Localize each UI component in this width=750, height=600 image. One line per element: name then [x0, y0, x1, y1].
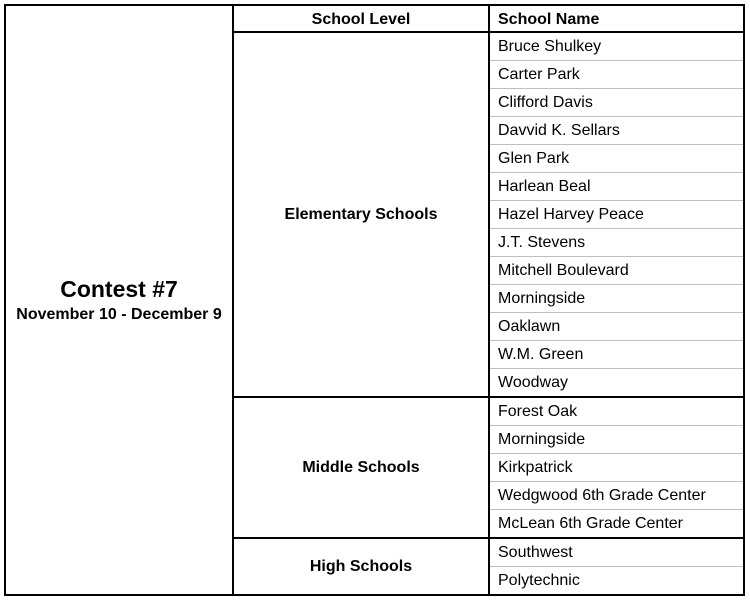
school-name-row: Harlean Beal	[490, 173, 743, 201]
school-name-row: Oaklawn	[490, 313, 743, 341]
level-high-schools: High Schools	[234, 539, 490, 594]
school-name-row: W.M. Green	[490, 341, 743, 369]
school-name-row: Clifford Davis	[490, 89, 743, 117]
header-school-name: School Name	[490, 6, 743, 33]
school-name-row: Bruce Shulkey	[490, 33, 743, 61]
school-name-row: McLean 6th Grade Center	[490, 510, 743, 539]
school-name-row: Morningside	[490, 426, 743, 454]
contest-schedule-table	[4, 4, 745, 596]
school-name-row: Davvid K. Sellars	[490, 117, 743, 145]
school-name-row: Wedgwood 6th Grade Center	[490, 482, 743, 510]
school-name-row: Mitchell Boulevard	[490, 257, 743, 285]
school-name-list	[490, 33, 743, 595]
level-elementary-schools: Elementary Schools	[234, 33, 490, 398]
school-name-row: Hazel Harvey Peace	[490, 201, 743, 229]
level-middle-schools: Middle Schools	[234, 398, 490, 539]
school-name-row: Forest Oak	[490, 398, 743, 426]
school-name-row: Morningside	[490, 285, 743, 313]
school-name-row: Carter Park	[490, 61, 743, 89]
header-school-level: School Level	[234, 6, 490, 33]
school-name-row: Woodway	[490, 369, 743, 398]
school-name-row: Kirkpatrick	[490, 454, 743, 482]
contest-dates: November 10 - December 9	[16, 306, 222, 323]
school-name-row: Polytechnic	[498, 572, 580, 589]
contest-title: Contest #7	[60, 276, 178, 302]
contest-cell	[6, 6, 234, 594]
school-name-row: J.T. Stevens	[490, 229, 743, 257]
school-name-row: Southwest	[490, 539, 743, 567]
school-name-row: Glen Park	[490, 145, 743, 173]
